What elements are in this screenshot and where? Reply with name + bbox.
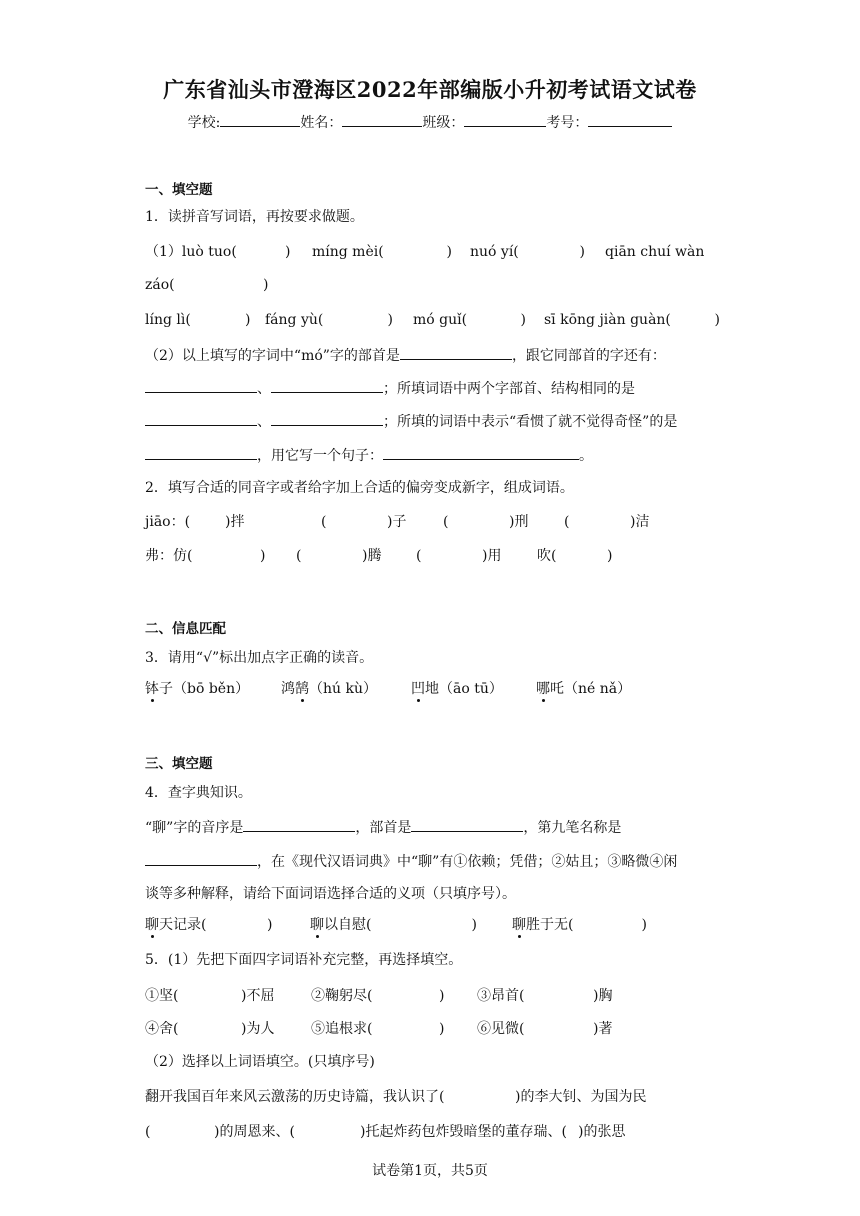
q1-part2-row-1: （2）以上填写的字词中“mó”字的部首是 ，跟它同部首的字还有： <box>145 345 725 366</box>
exam-title: 广东省汕头市澄海区2022年部编版小升初考试语文试卷 <box>163 77 697 102</box>
q5-passage-line-2: ( )的周恩来、( )托起炸药包炸毁暗堡的董存瑞、( )的张思 <box>145 1124 626 1140</box>
blank[interactable] <box>411 817 523 832</box>
q4-word-1: 聊天记录( <box>145 917 207 933</box>
q3-stem: 3．请用“√”标出加点字正确的读音。 <box>145 650 374 666</box>
q5-idioms-row-1: ①坚( )不屈 ②鞠躬尽( ) ③昂首( )胸 <box>145 988 613 1004</box>
q5-idioms-row-2: ④舍( )为人 ⑤追根求( ) ⑥见微( )著 <box>145 1021 613 1037</box>
school-blank[interactable] <box>220 112 300 127</box>
sentence-blank[interactable] <box>383 445 579 460</box>
blank[interactable] <box>271 378 383 393</box>
exam-number-label: 考号： <box>546 115 589 131</box>
name-label: 姓名： <box>300 115 343 131</box>
q1-pinyin-row-2: záo( ) <box>145 277 269 293</box>
q3-item-2: 鸿鹄（hú kù） <box>281 681 377 697</box>
exam-number-blank[interactable] <box>588 112 672 127</box>
blank[interactable] <box>145 378 257 393</box>
q3-item-3: 凹地（āo tū） <box>411 681 503 697</box>
q1-pinyin-row-1: （1）luò tuo( ) míng mèi( ) nuó yí( ) qiān chuí wàn <box>145 244 705 260</box>
blank[interactable] <box>145 851 257 866</box>
class-label: 班级： <box>422 115 465 131</box>
section-1-heading: 一、填空题 <box>145 182 213 198</box>
q1-part2-row-3: 、 ；所填的词语中表示“看惯了就不觉得奇怪”的是 <box>145 411 725 432</box>
blank[interactable] <box>243 817 355 832</box>
section-2-heading: 二、信息匹配 <box>145 621 226 637</box>
q4-word-2: 聊以自慰( <box>310 917 372 933</box>
blank[interactable] <box>271 411 383 426</box>
blank[interactable] <box>145 445 257 460</box>
name-blank[interactable] <box>342 112 422 127</box>
class-blank[interactable] <box>464 112 546 127</box>
page-footer: 试卷第1页，共5页 <box>372 1163 488 1179</box>
q1-part2-row-2: 、 ；所填词语中两个字部首、结构相同的是 <box>145 378 725 399</box>
q2-jiao-row: jiāo：( )拌 ( )子 ( )刑 ( )洁 <box>145 514 650 530</box>
q2-fu-row: 弗：仿( ) ( )腾 ( )用 吹( ) <box>145 548 613 564</box>
q4-stem: 4．查字典知识。 <box>145 785 252 801</box>
q3-item-4: 哪吒（né nǎ） <box>536 681 632 697</box>
q4-row-3: 谈等多种解释，请给下面词语选择合适的义项（只填序号）。 <box>145 886 516 902</box>
q1-stem: 1．读拼音写词语，再按要求做题。 <box>145 209 364 225</box>
q1-part2-row-4: ，用它写一个句子： 。 <box>145 445 725 466</box>
q4-word-3: 聊胜于无( <box>512 917 574 933</box>
blank[interactable] <box>145 411 257 426</box>
q3-item-1: 钵子（bō běn） <box>145 681 250 697</box>
school-label: 学校: <box>187 115 221 131</box>
blank[interactable] <box>400 345 512 360</box>
q4-row-2: ，在《现代汉语词典》中“聊”有①依赖；凭借；②姑且；③略微④闲 <box>145 851 725 872</box>
q3-items-row <box>145 679 725 699</box>
q1-pinyin-row-3: líng lì( ) fáng yù( ) mó guǐ( ) sī kōng jiàn guàn( ) <box>145 312 720 328</box>
section-3-heading: 三、填空题 <box>145 756 213 772</box>
q5-stem: 5．(1）先把下面四字词语补充完整，再选择填空。 <box>145 952 463 968</box>
student-info-line <box>0 112 860 132</box>
q5-passage-line-1: 翻开我国百年来风云激荡的历史诗篇，我认识了( )的李大钊、为国为民 <box>145 1089 647 1105</box>
q5-part2-stem: （2）选择以上词语填空。(只填序号) <box>145 1054 375 1070</box>
q2-stem: 2．填写合适的同音字或者给字加上合适的偏旁变成新字，组成词语。 <box>145 480 574 496</box>
q4-words-row: 聊天记录( ) 聊以自慰( ) 聊胜于无( ) <box>145 917 647 933</box>
q4-row-1: “聊”字的音序是 ，部首是 ，第九笔名称是 <box>145 817 725 838</box>
